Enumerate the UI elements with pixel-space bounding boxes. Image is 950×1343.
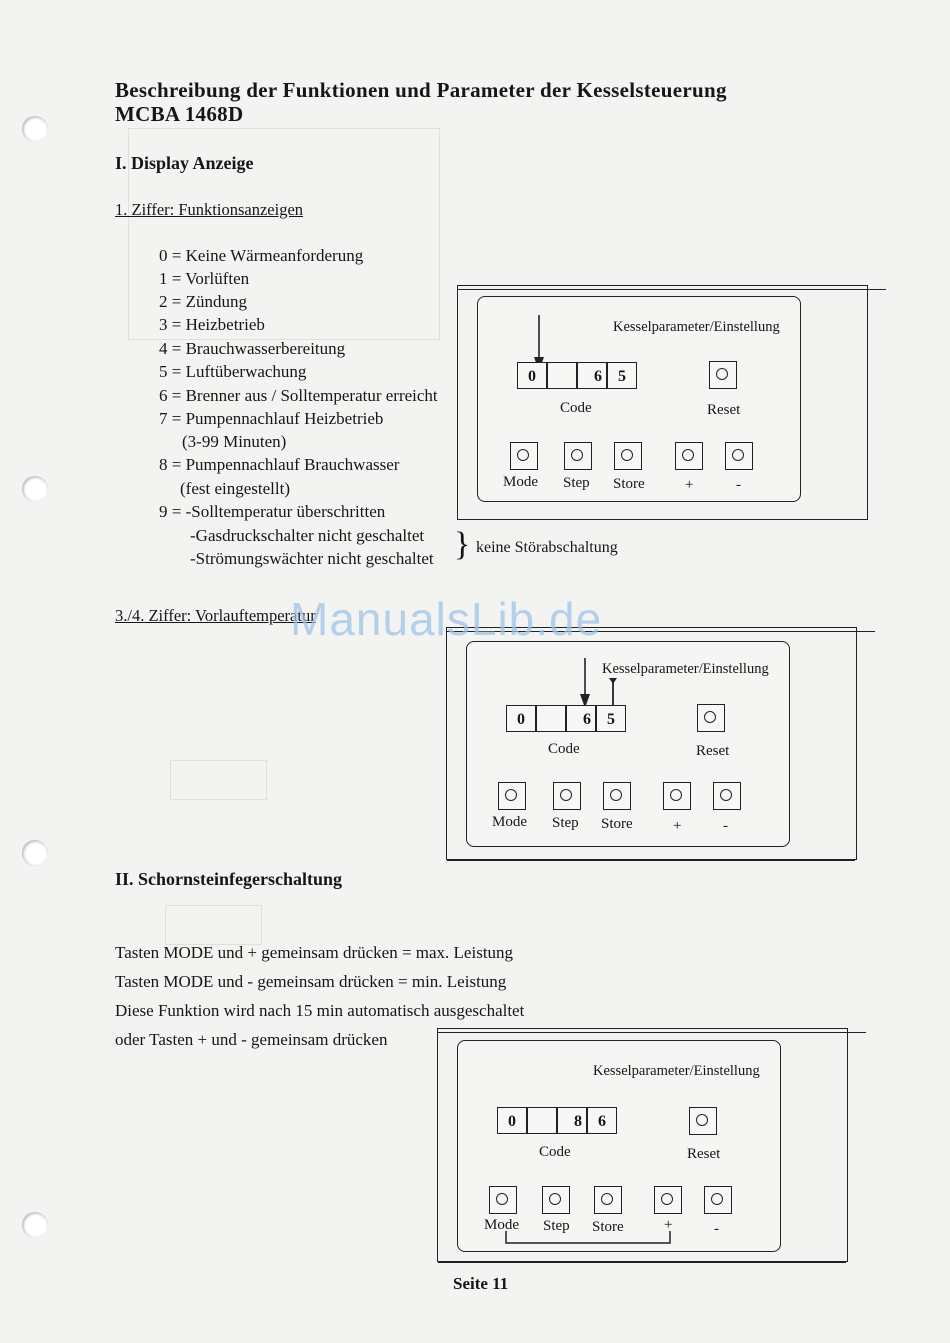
display-digit-3: 6 [577, 362, 607, 389]
display-digit-3: 6 [566, 705, 596, 732]
subheading-digit-1: 1. Ziffer: Funktionsanzeigen [115, 200, 304, 219]
reset-label: Reset [687, 1146, 721, 1162]
body-line: Tasten MODE und - gemeinsam drücken = min. Leistung [115, 972, 507, 991]
list-item: 7 = Pumpennachlauf Heizbetrieb [159, 409, 384, 428]
mode-button[interactable] [498, 782, 526, 810]
mode-label: Mode [492, 814, 527, 830]
list-item: 2 = Zündung [159, 292, 247, 311]
panel-title: Kesselparameter/Einstellung [593, 1063, 760, 1079]
display-digit-4: 6 [587, 1107, 617, 1134]
panel-rule [438, 1262, 846, 1263]
mode-plus-connector [504, 1231, 674, 1247]
code-label: Code [548, 741, 580, 757]
store-label: Store [613, 476, 645, 492]
punch-hole [22, 840, 48, 866]
digit-pointer-arrow [607, 678, 619, 708]
reset-label: Reset [696, 743, 730, 759]
control-panel-frame [446, 627, 857, 860]
minus-button[interactable] [725, 442, 753, 470]
display-digit-4: 5 [596, 705, 626, 732]
bleed-through-box [170, 760, 267, 800]
step-label: Step [543, 1218, 570, 1234]
reset-button[interactable] [689, 1107, 717, 1135]
list-item-detail: -Strömungswächter nicht geschaltet [190, 549, 434, 568]
code-label: Code [539, 1144, 571, 1160]
section-heading-display: I. Display Anzeige [115, 153, 254, 173]
store-label: Store [601, 816, 633, 832]
minus-button[interactable] [704, 1186, 732, 1214]
step-label: Step [563, 475, 590, 491]
plus-label: + [673, 818, 682, 834]
control-panel-frame [437, 1028, 848, 1262]
mode-button[interactable] [489, 1186, 517, 1214]
section-heading-chimney-sweep: II. Schornsteinfegerschaltung [115, 869, 343, 889]
plus-label: + [664, 1217, 673, 1233]
store-button[interactable] [594, 1186, 622, 1214]
plus-button[interactable] [663, 782, 691, 810]
list-item: 3 = Heizbetrieb [159, 315, 265, 334]
control-panel-frame [457, 285, 868, 520]
list-item-detail: -Gasdruckschalter nicht geschaltet [190, 526, 425, 545]
display-digit-3: 8 [557, 1107, 587, 1134]
panel-title: Kesselparameter/Einstellung [613, 319, 780, 335]
list-item-detail: (3-99 Minuten) [182, 432, 287, 451]
reset-label: Reset [707, 402, 741, 418]
reset-button[interactable] [697, 704, 725, 732]
plus-button[interactable] [654, 1186, 682, 1214]
body-line: Diese Funktion wird nach 15 min automatisch ausgeschaltet [115, 1001, 525, 1020]
minus-label: - [723, 818, 728, 834]
brace-symbol: } [454, 526, 471, 563]
document-title: Beschreibung der Funktionen und Parameter der Kesselsteuerung [115, 78, 727, 102]
plus-button[interactable] [675, 442, 703, 470]
display-digit-4: 5 [607, 362, 637, 389]
punch-hole [22, 116, 48, 142]
punch-hole [22, 1212, 48, 1238]
mode-label: Mode [503, 474, 538, 490]
list-item: 9 = -Solltemperatur überschritten [159, 502, 386, 521]
step-label: Step [552, 815, 579, 831]
control-panel [466, 641, 790, 847]
mode-label: Mode [484, 1217, 519, 1233]
minus-label: - [714, 1221, 719, 1237]
list-item: 6 = Brenner aus / Solltemperatur erreicht [159, 386, 438, 405]
step-button[interactable] [564, 442, 592, 470]
display-digit-1: 0 [517, 362, 547, 389]
display-digit-2 [536, 705, 566, 732]
subheading-digit-3-4: 3./4. Ziffer: Vorlauftemperatur [115, 606, 316, 625]
digit-pointer-arrow [579, 658, 591, 708]
brace-note: keine Störabschaltung [476, 539, 618, 556]
list-item-detail: (fest eingestellt) [180, 479, 290, 498]
minus-button[interactable] [713, 782, 741, 810]
list-item: 5 = Luftüberwachung [159, 362, 307, 381]
panel-rule [447, 860, 855, 861]
step-button[interactable] [553, 782, 581, 810]
code-label: Code [560, 400, 592, 416]
document-model: MCBA 1468D [115, 102, 244, 126]
display-digit-1: 0 [497, 1107, 527, 1134]
step-button[interactable] [542, 1186, 570, 1214]
list-item: 1 = Vorlüften [159, 269, 250, 288]
store-button[interactable] [603, 782, 631, 810]
display-digit-1: 0 [506, 705, 536, 732]
control-panel [477, 296, 801, 502]
watermark: ManualsLib.de [290, 593, 603, 645]
plus-label: + [685, 477, 694, 493]
list-item: 8 = Pumpennachlauf Brauchwasser [159, 455, 400, 474]
bleed-through-box [165, 905, 262, 945]
list-item: 0 = Keine Wärmeanforderung [159, 246, 364, 265]
control-panel [457, 1040, 781, 1252]
display-digit-2 [527, 1107, 557, 1134]
store-label: Store [592, 1219, 624, 1235]
body-line: oder Tasten + und - gemeinsam drücken [115, 1030, 388, 1049]
body-line: Tasten MODE und + gemeinsam drücken = max. Leistung [115, 943, 514, 962]
list-item: 4 = Brauchwasserbereitung [159, 339, 346, 358]
panel-title: Kesselparameter/Einstellung [602, 661, 769, 677]
store-button[interactable] [614, 442, 642, 470]
page-number: Seite 11 [453, 1274, 509, 1293]
punch-hole [22, 476, 48, 502]
mode-button[interactable] [510, 442, 538, 470]
reset-button[interactable] [709, 361, 737, 389]
minus-label: - [736, 477, 741, 493]
display-digit-2 [547, 362, 577, 389]
